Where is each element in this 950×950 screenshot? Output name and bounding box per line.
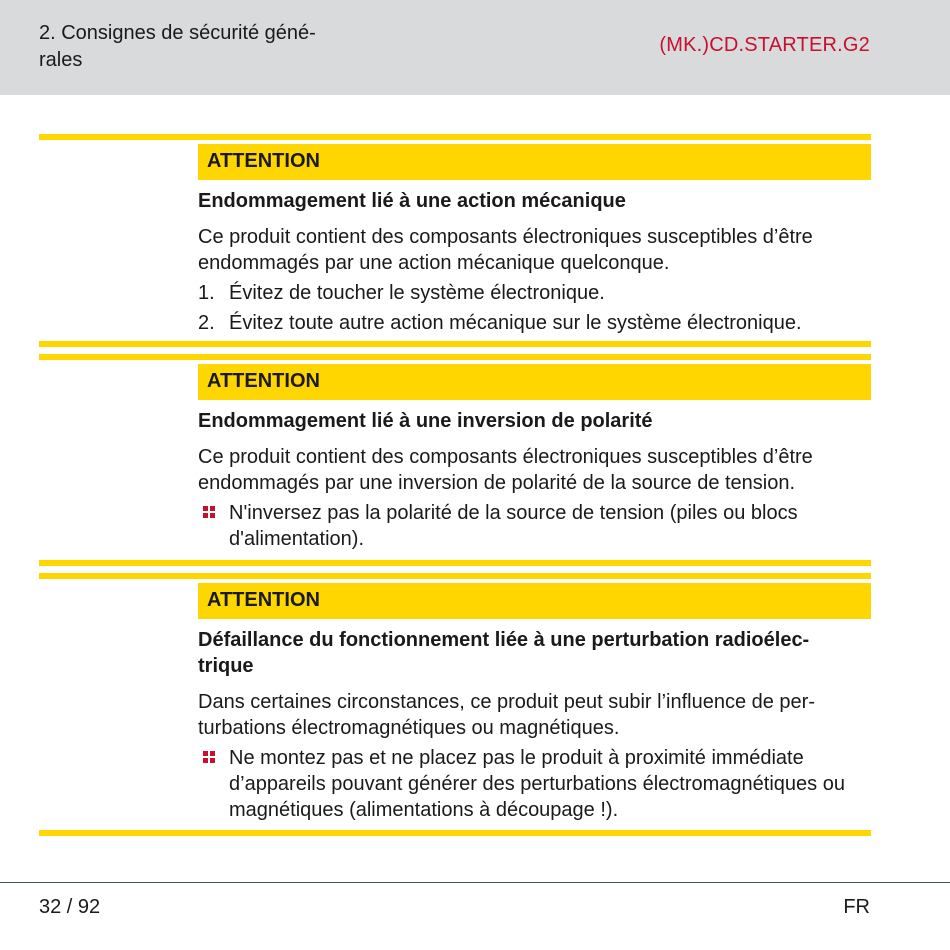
notice-body	[198, 627, 864, 823]
notice-text: Dans certaines circonstances, ce produit peut subir l’influence de per-turbations électromagnétiques ou magnétiques.	[198, 691, 815, 739]
red-square-bullet-icon	[203, 751, 215, 763]
step-text: Évitez toute autre action mécanique sur le système électronique.	[229, 312, 802, 334]
notice-subtitle: Défaillance du fonctionnement liée à une perturbation radioélec-trique	[198, 629, 810, 677]
red-square-bullet-icon	[203, 506, 215, 518]
notice-top-rule	[39, 573, 871, 579]
notice-body	[198, 188, 864, 336]
notice-top-rule	[39, 354, 871, 360]
section-title-line-1: 2. Consignes de sécurité géné-	[39, 22, 316, 44]
notice-text: Ce produit contient des composants électroniques susceptibles d’être endommagés par une action mécanique quelconque.	[198, 226, 813, 274]
step-number: 1.	[198, 282, 215, 304]
bullet-item	[198, 745, 864, 823]
notice-subtitle: Endommagement lié à une action mécanique	[198, 190, 626, 212]
section-title	[39, 20, 349, 74]
bullet-text: N'inversez pas la polarité de la source de tension (piles ou blocs d'alimentation).	[229, 502, 798, 550]
step-item	[198, 280, 864, 306]
step-item	[198, 310, 864, 336]
page-number: 32 / 92	[39, 896, 101, 918]
notice-bottom-rule	[39, 830, 871, 836]
notice-text: Ce produit contient des composants électroniques susceptibles d’être endommagés par une inversion de polarité de la source de tension.	[198, 446, 813, 494]
product-code: (MK.)CD.STARTER.G2	[659, 34, 870, 56]
page-header	[0, 0, 950, 95]
notice-label-bar	[198, 583, 871, 619]
bullet-item	[198, 500, 864, 552]
step-text: Évitez de toucher le système électronique.	[229, 282, 605, 304]
language-code: FR	[843, 896, 870, 918]
notice-bottom-rule	[39, 341, 871, 347]
step-number: 2.	[198, 312, 215, 334]
section-title-line-2: rales	[39, 49, 83, 71]
footer-divider	[0, 882, 950, 883]
notice-label: ATTENTION	[207, 150, 320, 172]
notice-bottom-rule	[39, 560, 871, 566]
notice-subtitle: Endommagement lié à une inversion de polarité	[198, 410, 653, 432]
bullet-text: Ne montez pas et ne placez pas le produit à proximité immédiate d’appareils pouvant générer des perturbations électromagnétiques ou magnétiques (alimentations à découpage !).	[229, 747, 845, 821]
notice-label-bar	[198, 364, 871, 400]
notice-label-bar	[198, 144, 871, 180]
notice-top-rule	[39, 134, 871, 140]
notice-label: ATTENTION	[207, 370, 320, 392]
notice-body	[198, 408, 864, 552]
notice-label: ATTENTION	[207, 589, 320, 611]
